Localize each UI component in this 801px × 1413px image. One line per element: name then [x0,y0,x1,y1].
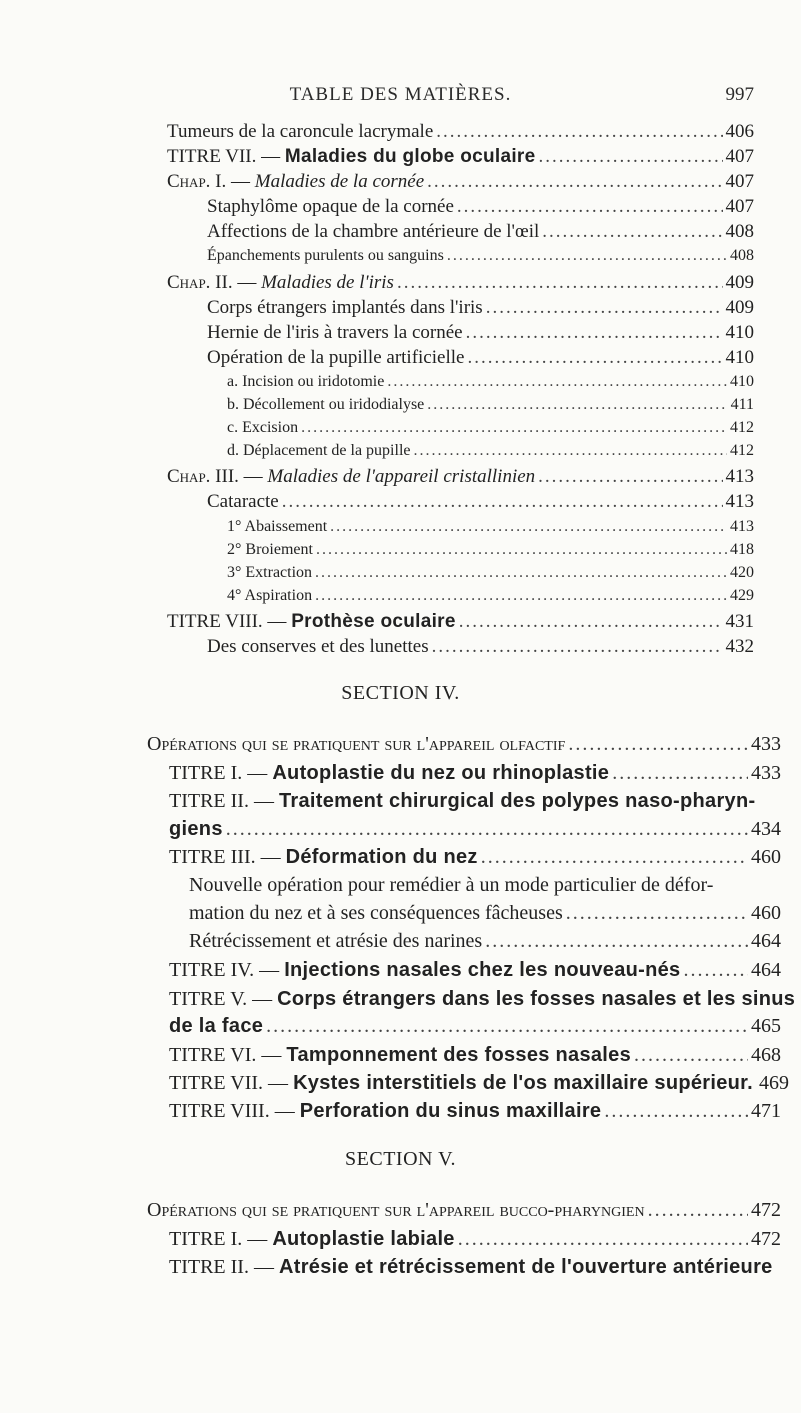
toc-entry-titre: TITRE I. — Autoplastie labiale ..... 472 [169,1228,781,1251]
page-header [0,84,801,108]
toc-entry-titre: TITRE II. — Atrésie et rétrécissement de l'ouverture antérieure [169,1256,773,1278]
toc-entry-chapter: Chap. II. — Maladies de l'iris ..... 409 [167,272,754,294]
toc-entry-line2: mation du nez et à ses conséquences fâcheuses ..... 460 [189,902,781,925]
toc-entry-chapter: Chap. I. — Maladies de la cornée ..... 407 [167,171,754,193]
toc-entry: Rétrécissement et atrésie des narines ..... 464 [189,930,781,953]
toc-entry: Cataracte ..... 413 [207,491,754,513]
toc-entry: Épanchements purulents ou sanguins ..... 408 [207,247,754,265]
toc-entry: Tumeurs de la caroncule lacrymale ..... 406 [167,121,754,143]
toc-entry-chapter: Chap. III. — Maladies de l'appareil cristallinien ..... 413 [167,466,754,488]
toc-entry-titre: TITRE I. — Autoplastie du nez ou rhinoplastie ..... 433 [169,762,781,785]
section-intro: Opérations qui se pratiquent sur l'appareil bucco-pharyngien ..... 472 [147,1199,781,1222]
toc-subentry: b. Décollement ou iridodialyse ..... 411 [227,396,754,414]
toc-entry: Staphylôme opaque de la cornée ..... 407 [207,196,754,218]
toc-subentry: 3° Extraction ..... 420 [227,564,754,582]
section-heading: SECTION V. [345,1148,456,1170]
toc-subentry: d. Déplacement de la pupille ..... 412 [227,442,754,460]
toc-entry: Affections de la chambre antérieure de l'œil ..... 408 [207,221,754,243]
toc-subentry: a. Incision ou iridotomie ..... 410 [227,373,754,391]
toc-entry-titre: TITRE III. — Déformation du nez ..... 460 [169,846,781,869]
toc-entry: Hernie de l'iris à travers la cornée ..... 410 [207,322,754,344]
toc-entry-titre-line1: TITRE II. — Traitement chirurgical des polypes naso-pharyn- [169,790,756,812]
toc-entry-line1: Nouvelle opération pour remédier à un mode particulier de défor- [189,874,714,896]
toc-entry: Opération de la pupille artificielle ..... 410 [207,347,754,369]
running-title: TABLE DES MATIÈRES. [289,84,512,105]
toc-subentry: 4° Aspiration ..... 429 [227,587,754,605]
toc-entry-titre: TITRE VIII. — Perforation du sinus maxillaire ..... 471 [169,1100,781,1123]
toc-entry-titre-line1: TITRE V. — Corps étrangers dans les fosses nasales et les sinus [169,988,796,1010]
section-intro: Opérations qui se pratiquent sur l'appareil olfactif ..... 433 [147,733,781,756]
toc-subentry: 1° Abaissement ..... 413 [227,518,754,536]
toc-entry-titre: TITRE VI. — Tamponnement des fosses nasales ..... 468 [169,1044,781,1067]
toc-entry-titre-line2: de la face ..... 465 [169,1015,781,1038]
toc-entry-titre: TITRE VII. — Kystes interstitiels de l'os maxillaire supérieur. 469 [169,1072,790,1094]
page-number: 997 [725,84,754,105]
toc-entry-titre: TITRE VII. — Maladies du globe oculaire ..... 407 [167,146,754,168]
toc-subentry: 2° Broiement ..... 418 [227,541,754,559]
toc-entry: Corps étrangers implantés dans l'iris ..... 409 [207,297,754,319]
toc-entry-titre: TITRE VIII. — Prothèse oculaire ..... 431 [167,611,754,633]
toc-entry-titre: TITRE IV. — Injections nasales chez les nouveau-nés ..... 464 [169,959,781,982]
toc-entry: Des conserves et des lunettes ..... 432 [207,636,754,658]
toc-subentry: c. Excision ..... 412 [227,419,754,437]
toc-entry-titre-line2: giens ..... 434 [169,818,781,841]
section-heading: SECTION IV. [341,682,460,704]
